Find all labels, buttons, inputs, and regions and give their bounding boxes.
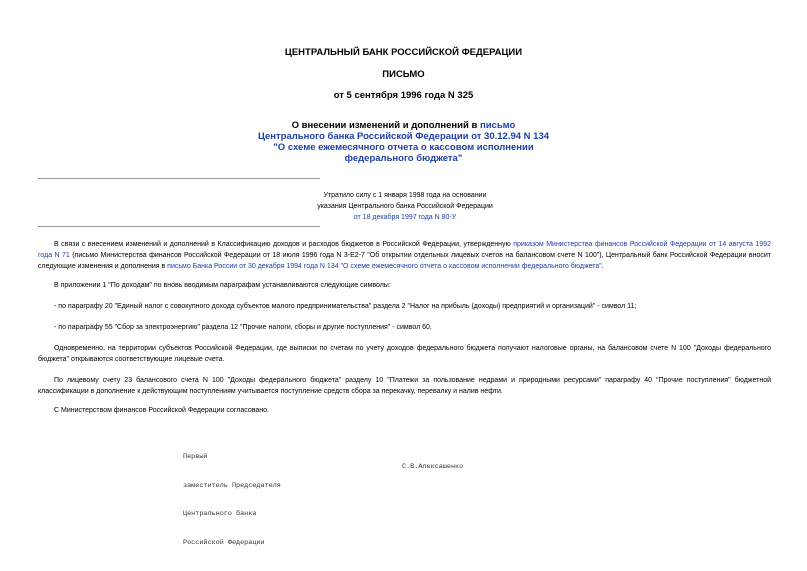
p1-text-c: . xyxy=(601,263,604,270)
status-note xyxy=(300,190,510,223)
signer-name: С.В.Алексашенко xyxy=(402,462,464,471)
subject-line-1 xyxy=(0,120,807,131)
paragraph-2: В приложении 1 "По доходам" по вновь вводимым параграфам устанавливаются следующие символы: xyxy=(54,282,391,289)
paragraph-4: - по параграфу 55 "Сбор за электроэнергию" раздела 12 "Прочие налоги, сборы и другие поступления" - символ 60. xyxy=(54,324,432,331)
subject-line-4-link[interactable]: федерального бюджета" xyxy=(344,153,463,164)
note-line-2: указания Центрального банка Российской Федерации xyxy=(317,203,493,210)
signer-position-3: Центрального банка xyxy=(183,510,257,518)
paragraph-3: - по параграфу 20 "Единый налог с совокупного дохода субъектов малого предпринимательства" раздела 2 "Налог на прибыль (доходы) предприятий и организаций" - символ 11; xyxy=(54,303,637,310)
paragraph-7: С Министерством финансов Российской Федерации согласовано. xyxy=(54,407,269,414)
paragraph-6: По лицевому счету 23 балансового счета N 100 "Доходы федерального бюджета" разделу 10 "Платежи за пользование недрами и природными ресурсами" параграфу 40 "Прочие поступления" бюджетной классификации в дополнение к действующим поступлениям учитывается поступление средств сбора за перекачку, перевалку и налив нефти. xyxy=(38,377,771,395)
divider-bottom xyxy=(38,226,320,227)
subject-line-1-text: О внесении изменений и дополнений в xyxy=(291,120,480,131)
issuer-title: ЦЕНТРАЛЬНЫЙ БАНК РОССИЙСКОЙ ФЕДЕРАЦИИ xyxy=(284,47,523,58)
signer-position-4: Российской Федерации xyxy=(183,538,265,547)
note-line-1: Утратило силу с 1 января 1998 года на основании xyxy=(323,192,487,199)
signature-block xyxy=(183,434,503,567)
bank-letter-link[interactable]: письмо Банка России от 30 декабря 1994 года N 134 "О схеме ежемесячного отчета о кассовом исполнении федерального бюджета" xyxy=(167,263,602,270)
subject-line-2-link[interactable]: Центрального банка Российской Федерации от 30.12.94 N 134 xyxy=(257,131,550,142)
document-type: ПИСЬМО xyxy=(382,69,425,80)
document-date-number: от 5 сентября 1996 года N 325 xyxy=(333,90,474,101)
signer-position-1: Первый xyxy=(183,453,208,461)
signer-position-2: заместитель Председателя xyxy=(183,481,281,490)
paragraph-5: Одновременно, на территории субъектов Российской Федерации, где выписки по счетам по учету доходов федерального бюджета получают налоговые органы, на балансовом счете N 100 "Доходы федерального бюджета" открываются соответствующие лицевые счета. xyxy=(38,345,771,363)
p1-text-a: В связи с внесением изменений и дополнений в Классификацию доходов и расходов бюджетов в Российской Федерации, утвержденную xyxy=(54,241,514,248)
divider-top xyxy=(38,178,320,179)
document-subject xyxy=(0,120,807,164)
subject-letter-link[interactable]: письмо xyxy=(479,120,516,131)
note-source-link[interactable]: от 18 декабря 1997 года N 80-У xyxy=(353,214,457,221)
paragraph-1 xyxy=(38,239,771,272)
subject-line-3-link[interactable]: "О схеме ежемесячного отчета о кассовом исполнении xyxy=(273,142,534,153)
minfin-order-link[interactable]: приказом Министерства финансов Российской Федерации от 14 августа 1992 года N 71 xyxy=(38,241,771,259)
p1-text-b: (письмо Министерства финансов Российской Федерации от 18 июля 1996 года N 3-Е2-7 "Об открытии отдельных лицевых счетов на балансовом счете N 100"), Центральный банк Российской Федерации вносит следующие изменения и дополнения в xyxy=(38,252,771,270)
